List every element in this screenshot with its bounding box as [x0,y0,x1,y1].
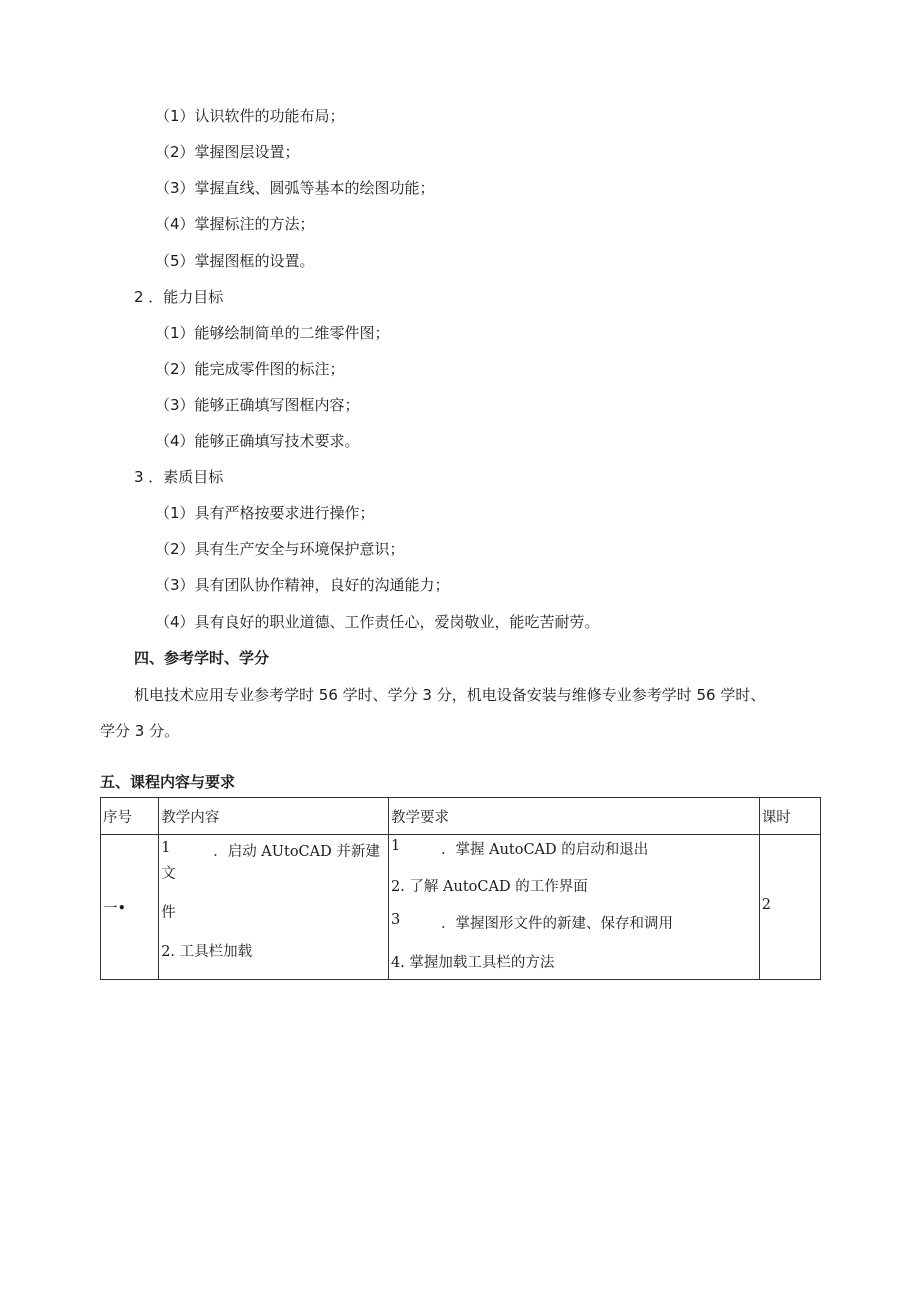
req1-text: ．掌握 AutoCAD 的启动和退出 [440,842,649,858]
req2-text: 2. 了解 AutoCAD 的工作界面 [390,879,588,895]
row-index: 一• [103,901,127,917]
knowledge-item-5: （5）掌握图框的设置。 [155,252,315,270]
table-row [101,835,821,980]
ability-item-1: （1）能够绘制简单的二维零件图； [155,324,390,342]
req3-text: ．掌握图形文件的新建、保存和调用 [440,916,673,932]
content-line1: ．启动 AUtoCAD 并新建 [213,844,380,860]
quality-heading: 3 ．素质目标 [134,468,224,486]
table-header-row [101,798,821,835]
header-requirements: 教学要求 [388,798,759,835]
hours-value: 2 [761,897,771,913]
ability-item-4: （4）能够正确填写技术要求。 [155,432,360,450]
course-table [100,797,821,980]
knowledge-item-2: （2）掌握图层设置； [155,143,300,161]
section4-paragraph-line1: 机电技术应用专业参考学时 56 学时、学分 3 分，机电设备安装与维修专业参考学时 56 学时、 [134,686,766,704]
quality-item-3: （3）具有团队协作精神，良好的沟通能力； [155,576,450,594]
req4-text: 4. 掌握加载工具栏的方法 [390,955,555,971]
header-index: 序号 [101,798,159,835]
knowledge-item-1: （1）认识软件的功能布局； [155,107,345,125]
knowledge-item-4: （4）掌握标注的方法； [155,215,315,233]
header-content: 教学内容 [159,798,389,835]
ability-item-2: （2）能完成零件图的标注； [155,360,345,378]
section4-title: 四、参考学时、学分 [134,649,270,667]
cell-requirements [388,835,759,980]
cell-index [101,835,159,980]
section4-paragraph-line2: 学分 3 分。 [100,722,180,740]
content-line3: 件 [161,905,176,921]
cell-hours [759,835,820,980]
req1-number: 1 [390,838,401,854]
req3-number: 3 [390,912,401,928]
quality-item-2: （2）具有生产安全与环境保护意识； [155,540,405,558]
ability-item-3: （3）能够正确填写图框内容； [155,396,360,414]
cell-content [159,835,389,980]
quality-item-4: （4）具有良好的职业道德、工作责任心，爱岗敬业，能吃苦耐劳。 [155,613,600,631]
section5-title: 五、课程内容与要求 [100,773,236,791]
content-line4: 2. 工具栏加载 [161,944,253,960]
content-number: 1 [161,840,171,856]
header-hours: 课时 [759,798,820,835]
ability-heading: 2 ．能力目标 [134,288,224,306]
quality-item-1: （1）具有严格按要求进行操作； [155,504,375,522]
knowledge-item-3: （3）掌握直线、圆弧等基本的绘图功能； [155,179,435,197]
content-line2: 文 [161,866,176,882]
